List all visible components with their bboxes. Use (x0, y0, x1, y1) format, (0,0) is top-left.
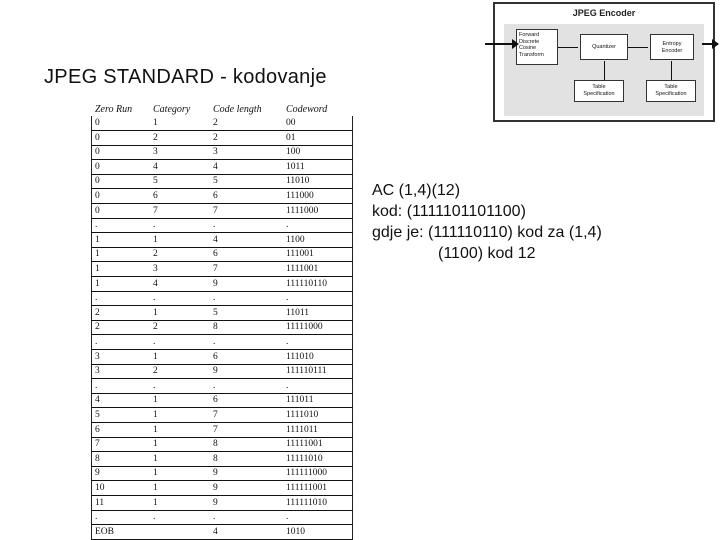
table-cell: 1010 (286, 526, 305, 537)
table-cell: . (286, 293, 289, 304)
note-line-2: kod: (1111101101100) (372, 203, 526, 220)
table-cell: 3 (153, 147, 158, 158)
table-cell: 4 (153, 278, 158, 289)
ac-code-table (91, 104, 353, 540)
table-cell: 3 (95, 366, 100, 377)
arrow-table-quant (604, 61, 605, 80)
table-cell: 1 (153, 424, 158, 435)
table-cell: 5 (213, 307, 218, 318)
table-cell: . (213, 293, 216, 304)
table-cell: 1 (153, 307, 158, 318)
table-row (91, 220, 353, 230)
input-arrow-head (512, 39, 519, 49)
table-cell: 11011 (286, 307, 310, 318)
table-cell: 2 (153, 322, 158, 333)
table-cell: 1 (95, 278, 100, 289)
table-cell: 9 (95, 468, 100, 479)
row-rule (91, 349, 353, 350)
table-cell: 4 (213, 161, 218, 172)
row-rule (91, 247, 353, 248)
table-cell: 0 (95, 132, 100, 143)
row-rule (91, 422, 353, 423)
table-cell: 1 (153, 497, 158, 508)
table-row (91, 279, 353, 289)
table-cell: 111110110 (286, 278, 327, 289)
table-cell: 0 (95, 176, 100, 187)
table-cell: 8 (95, 453, 100, 464)
table-cell: 1 (153, 468, 158, 479)
table-cell: . (153, 293, 156, 304)
table-cell: 1100 (286, 234, 305, 245)
table-row (91, 410, 353, 420)
table-row (91, 483, 353, 493)
row-rule (91, 407, 353, 408)
row-rule (91, 364, 353, 365)
table-cell: 7 (213, 410, 218, 420)
row-rule (91, 218, 353, 219)
table-cell: 3 (153, 264, 158, 274)
note-line-4: (1100) kod 12 (438, 245, 536, 262)
row-rule (91, 291, 353, 292)
header-zero-run: Zero Run (95, 104, 133, 115)
table-row (91, 468, 353, 478)
table-cell: 111011 (286, 395, 314, 406)
table-cell: 111110111 (286, 366, 327, 377)
table-cell: . (213, 380, 216, 391)
table-cell: 3 (95, 351, 100, 362)
row-rule (91, 495, 353, 496)
table-cell: . (95, 337, 98, 347)
table-cell: . (153, 380, 156, 391)
notes-block (372, 180, 602, 264)
table-cell: 0 (95, 118, 100, 128)
table-cell: . (95, 380, 98, 391)
jpeg-encoder-diagram (493, 2, 715, 122)
table-cell: 9 (213, 483, 218, 493)
table-cell: 6 (213, 351, 218, 362)
arrow-quant-entropy (628, 47, 648, 48)
table-cell: . (286, 337, 289, 347)
table-cell: 2 (153, 132, 158, 143)
row-rule (91, 130, 353, 131)
table-row (91, 381, 353, 391)
table-cell: 01 (286, 132, 296, 143)
table-cell: . (213, 220, 216, 231)
row-rule (91, 203, 353, 204)
table-cell: 11 (95, 497, 105, 508)
output-arrow-head (712, 39, 719, 49)
table-row (91, 527, 353, 537)
arrow-dct-quant (558, 47, 578, 48)
row-rule (91, 159, 353, 160)
table-cell: 111111010 (286, 497, 327, 508)
row-rule (91, 145, 353, 146)
table-cell: 1 (153, 118, 158, 128)
table-cell: 111111000 (286, 468, 327, 479)
table-cell: 1 (95, 264, 100, 274)
note-line-1: AC (1,4)(12) (372, 182, 461, 199)
table-cell: 6 (213, 191, 218, 201)
row-rule (91, 276, 353, 277)
row-rule (91, 378, 353, 379)
table-cell: 100 (286, 147, 301, 158)
table-row (91, 512, 353, 522)
arrow-table-entropy (671, 61, 672, 80)
row-rule (91, 261, 353, 262)
row-rule (91, 524, 353, 525)
table-row (91, 147, 353, 157)
table-cell: 0 (95, 147, 100, 158)
row-rule (91, 320, 353, 321)
table-cell: 1 (95, 234, 100, 245)
table-cell: 5 (153, 176, 158, 187)
table-cell: 1111000 (286, 205, 319, 216)
table-cell: 7 (213, 424, 218, 435)
table-row (91, 264, 353, 274)
table-cell: 7 (213, 264, 218, 274)
row-rule (91, 480, 353, 481)
table-row (91, 176, 353, 186)
table-cell: 2 (153, 366, 158, 377)
table-cell: 1111010 (286, 410, 319, 420)
table-cell: 1111001 (286, 264, 319, 274)
table-cell: . (153, 337, 156, 347)
table-cell: . (286, 220, 289, 231)
table-cell: 4 (213, 526, 218, 537)
table-cell: 11010 (286, 176, 310, 187)
table-cell: 5 (213, 176, 218, 187)
table-row (91, 366, 353, 376)
note-line-3: gdje je: (111110110) kod za (1,4) (372, 224, 602, 241)
row-rule (91, 393, 353, 394)
table-row (91, 235, 353, 245)
table-cell: 1 (153, 439, 158, 450)
table-cell: 8 (213, 322, 218, 333)
entropy-encoder-box: Entropy Encoder (650, 34, 694, 60)
table-cell: 4 (153, 161, 158, 172)
input-arrow (485, 43, 515, 45)
table-cell: 9 (213, 366, 218, 377)
table-row (91, 352, 353, 362)
table-cell: 1011 (286, 161, 305, 172)
table-cell: 8 (213, 453, 218, 464)
table-cell: . (213, 337, 216, 347)
row-rule (91, 451, 353, 452)
quantizer-box: Quantizer (580, 34, 628, 60)
table-row (91, 191, 353, 201)
table-cell: 0 (95, 205, 100, 216)
table-cell: 111111001 (286, 483, 327, 493)
table-cell: 111001 (286, 249, 314, 260)
table-cell: 00 (286, 118, 296, 128)
table-cell: 2 (213, 132, 218, 143)
table-cell: 9 (213, 468, 218, 479)
table-row (91, 454, 353, 464)
table-cell: . (153, 512, 156, 523)
table-row (91, 162, 353, 172)
table-cell: . (95, 512, 98, 523)
table-cell: . (153, 220, 156, 231)
table-cell: . (95, 220, 98, 231)
table-row (91, 206, 353, 216)
table-row (91, 425, 353, 435)
table-row (91, 249, 353, 259)
table-cell: 8 (213, 439, 218, 450)
table-cell: . (286, 512, 289, 523)
header-category: Category (153, 104, 191, 115)
table-cell: 10 (95, 483, 105, 493)
table-cell: 1 (153, 453, 158, 464)
row-rule (91, 437, 353, 438)
table-cell: 7 (95, 439, 100, 450)
row-rule (91, 466, 353, 467)
table-cell: 5 (95, 410, 100, 420)
table-cell: 1 (153, 483, 158, 493)
dct-box: Forward Discrete Cosine Transform (516, 29, 558, 65)
table-cell: . (213, 512, 216, 523)
table-cell: 1 (153, 410, 158, 420)
table-spec-quantizer-box: Table Specification (574, 80, 624, 102)
table-cell: 1 (95, 249, 100, 260)
table-row (91, 439, 353, 449)
table-row (91, 133, 353, 143)
table-row (91, 118, 353, 128)
row-rule (91, 305, 353, 306)
table-cell: 6 (153, 191, 158, 201)
row-rule (91, 188, 353, 189)
row-rule (91, 334, 353, 335)
header-code-length: Code length (213, 104, 262, 115)
table-cell: 1 (153, 351, 158, 362)
table-row (91, 395, 353, 405)
table-cell: 0 (95, 191, 100, 201)
table-row (91, 337, 353, 347)
table-cell: 6 (95, 424, 100, 435)
table-cell: . (286, 380, 289, 391)
table-row (91, 322, 353, 332)
table-cell: 6 (213, 395, 218, 406)
table-cell: 9 (213, 278, 218, 289)
table-cell: . (95, 293, 98, 304)
table-cell: EOB (95, 526, 114, 537)
table-header (91, 104, 353, 116)
encoder-title: JPEG Encoder (572, 8, 636, 18)
table-row (91, 293, 353, 303)
table-cell: 3 (213, 147, 218, 158)
encoder-background (504, 24, 704, 116)
table-cell: 7 (213, 205, 218, 216)
table-cell: 9 (213, 497, 218, 508)
row-rule (91, 510, 353, 511)
table-cell: 1 (153, 234, 158, 245)
table-cell: 7 (153, 205, 158, 216)
table-cell: 11111001 (286, 439, 323, 450)
table-spec-entropy-box: Table Specification (646, 80, 696, 102)
slide-title: JPEG STANDARD - kodovanje (44, 66, 327, 88)
table-cell: 1111011 (286, 424, 318, 435)
table-row (91, 498, 353, 508)
table-cell: 0 (95, 161, 100, 172)
table-cell: 1 (153, 395, 158, 406)
row-rule (91, 232, 353, 233)
table-cell: 111000 (286, 191, 314, 201)
table-cell: 11111010 (286, 453, 323, 464)
table-cell: 2 (153, 249, 158, 260)
table-cell: 6 (213, 249, 218, 260)
table-cell: 2 (95, 307, 100, 318)
header-codeword: Codeword (286, 104, 328, 115)
row-rule (91, 174, 353, 175)
table-cell: 4 (213, 234, 218, 245)
table-cell: 4 (95, 395, 100, 406)
table-cell: 11111000 (286, 322, 323, 333)
table-cell: 111010 (286, 351, 314, 362)
table-row (91, 308, 353, 318)
table-cell: 2 (95, 322, 100, 333)
table-cell: 2 (213, 118, 218, 128)
